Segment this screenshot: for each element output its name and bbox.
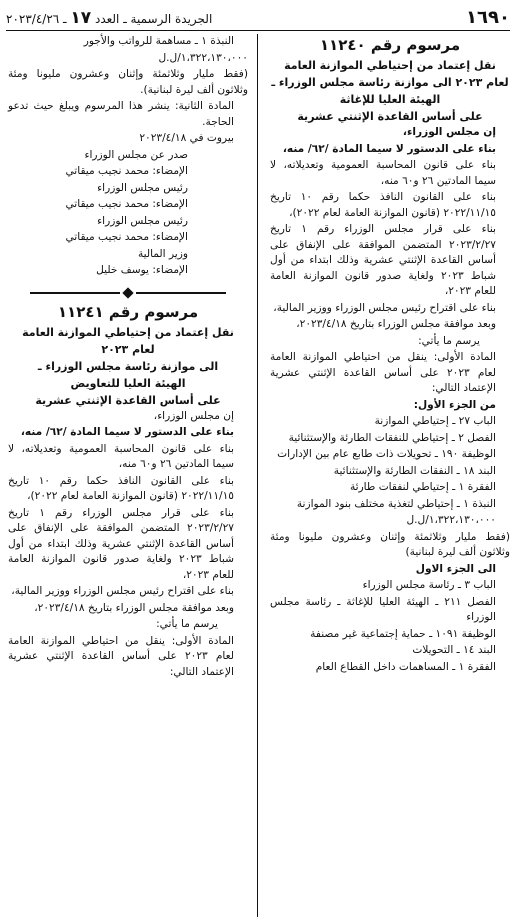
subtitle-line: لعام ٢٠٢٣ [101, 342, 155, 356]
body-line: الباب ٢٧ ـ إحتياطي الموازنة [374, 415, 496, 427]
body-line: بناء على القانون النافذ حكما رقم ١٠ تاريخ ٢٠٢٢/١١/١٥ (قانون الموازنة العامة لعام ٢٠٢٢)، [8, 474, 234, 502]
body-line: إن مجلس الوزراء، [402, 126, 496, 138]
issue-number: ١٧ [70, 8, 92, 28]
body-line: الفقرة ١ ـ المساهمات داخل القطاع العام [315, 660, 496, 673]
body-line: الفصل ٢ ـ إحتياطي للنفقات الطارئة والإستثنائية [288, 431, 496, 444]
body-line: يرسم ما يأتي: [418, 334, 480, 347]
body-line: ١،٣٢٢،١٣٠،٠٠٠/ل.ل [158, 51, 248, 64]
decree-title: مرسوم رقم ١١٢٤٠ [319, 36, 461, 54]
body-line: النبذة ١ ـ مساهمة للرواتب والأجور [83, 35, 234, 47]
body-line: البند ١٤ ـ التحويلات [412, 644, 496, 656]
body-line: الوظيفة ١٠٩١ ـ حماية إجتماعية غير مصنفة [310, 627, 496, 640]
body-line: وبعد موافقة مجلس الوزراء بتاريخ ٢٠٢٣/٤/١٨، [34, 601, 234, 614]
running-head-date: ـ ٢٠٢٣/٤/٢٦ [6, 12, 67, 26]
body-line: الإمضاء: يوسف خليل [96, 264, 188, 276]
body-line: بناء على قرار مجلس الوزراء رقم ١ تاريخ ٢٠٢٣/٢/٢٧ المتضمن الموافقة على الإنفاق على أساس القاعدة الإثنتي عشرية وذلك ابتداء من أول شباط ٢٠٢٣ ولغاية صدور قانون الموازنة العامة للعام ٢٠٢٣، [270, 223, 497, 297]
body-line: بناء على اقتراح رئيس مجلس الوزراء ووزير المالية، [273, 301, 496, 314]
running-head-title: الجريدة الرسمية ـ العدد [94, 12, 213, 26]
section-separator [8, 289, 248, 297]
body-line: يرسم ما يأتي: [156, 618, 218, 630]
body-line: الفصل ٢١١ ـ الهيئة العليا للإغاثة ـ رئاسة مجلس الوزراء [270, 595, 496, 623]
decree-subtitle [270, 57, 510, 125]
body-line: بناء على قانون المحاسبة العمومية وتعديلاته، لا سيما المادتين ٢٦ و٦٠ منه، [270, 159, 496, 187]
body-line: بناء على الدستور لا سيما المادة /٦٢/ منه، [282, 142, 496, 155]
body-line: الفقرة ١ ـ إحتياطي لنفقات طارئة [349, 481, 496, 493]
decree-body-2 [8, 409, 248, 681]
body-line: الإمضاء: محمد نجيب ميقاتي [65, 231, 188, 243]
body-line: المادة الأولى: ينقل من احتياطي الموازنة العامة لعام ٢٠٢٣ على أساس القاعدة الإثنتي عشرية الإعتماد التالي: [8, 634, 234, 678]
body-line: (فقط مليار وثلاثمئة وإثنان وعشرون مليونا ومئة وثلاثون ألف ليرة لبنانية) [270, 530, 510, 558]
subtitle-line: الهيئة العليا للإغاثة [339, 93, 441, 106]
diamond-ornament-icon [122, 287, 133, 298]
body-line: المادة الثانية: ينشر هذا المرسوم ويبلغ حيث تدعو الحاجة. [8, 100, 234, 128]
body-line: الإمضاء: محمد نجيب ميقاتي [65, 165, 188, 177]
left-column [8, 34, 248, 681]
body-line: وبعد موافقة مجلس الوزراء بتاريخ ٢٠٢٣/٤/١٨، [296, 318, 496, 330]
decree-body [270, 125, 510, 675]
subtitle-line: نقل إعتماد من إحتياطي الموازنة العامة [22, 325, 234, 339]
body-line: المادة الأولى: ينقل من احتياطي الموازنة العامة لعام ٢٠٢٣ على أساس القاعدة الإثنتي عشرية الإعتماد التالي: [270, 351, 496, 394]
body-line: رئيس مجلس الوزراء [97, 181, 188, 194]
subtitle-line: على أساس القاعدة الإثنتي عشرية [297, 110, 483, 123]
body-line: بناء على الدستور لا سيما المادة /٦٢/ منه، [20, 426, 234, 438]
body-line: بناء على القانون النافذ حكما رقم ١٠ تاريخ ٢٠٢٢/١١/١٥ (قانون الموازنة العامة لعام ٢٠٢٢)، [270, 191, 496, 219]
right-column [270, 34, 510, 676]
body-line: الباب ٣ ـ رئاسة مجلس الوزراء [362, 579, 496, 591]
subtitle-line: نقل إعتماد من إحتياطي الموازنة العامة [284, 59, 496, 72]
subtitle-line: الى موازنة رئاسة مجلس الوزراء ـ [37, 359, 219, 373]
decree-subtitle-2 [8, 324, 248, 409]
page-number: ١٦٩٠ [466, 7, 510, 28]
body-line: وزير المالية [137, 247, 188, 260]
subtitle-line: لعام ٢٠٢٣ الى موازنة رئاسة مجلس الوزراء ـ [271, 76, 509, 89]
body-line: بناء على قرار مجلس الوزراء رقم ١ تاريخ ٢٠٢٣/٢/٢٧ المتضمن الموافقة على الإنفاق على أساس القاعدة الإثنتي عشرية وذلك ابتداء من أول شباط ٢٠٢٣ ولغاية صدور قانون الموازنة العامة للعام ٢٠٢٣، [8, 506, 235, 581]
body-line: الإمضاء: محمد نجيب ميقاتي [65, 198, 188, 210]
decree-ending [8, 34, 248, 279]
body-line: بناء على قانون المحاسبة العمومية وتعديلاته، لا سيما المادتين ٢٦ و٦٠ منه، [8, 442, 234, 470]
body-line: (فقط مليار وثلاثمئة وإثنان وعشرون مليونا ومئة وثلاثون ألف ليرة لبنانية). [8, 68, 248, 96]
subtitle-line: على أساس القاعدة الإثنتي عشرية [35, 393, 221, 407]
body-line: الوظيفة ١٩٠ ـ تحويلات ذات طابع عام بين الإدارات [277, 448, 496, 460]
body-line: رئيس مجلس الوزراء [97, 214, 188, 227]
column-divider [257, 34, 258, 917]
subtitle-line: الهيئة العليا للتعاويض [70, 376, 186, 390]
decree-title-2: مرسوم رقم ١١٢٤١ [57, 302, 199, 321]
page-header [6, 4, 510, 31]
body-line: البند ١٨ ـ النفقات الطارئة والإستثنائية [333, 464, 496, 477]
running-head [6, 8, 212, 28]
body-line: النبذة ١ ـ إحتياطي لتغذية مختلف بنود الموازنة [296, 497, 496, 510]
body-line: بناء على اقتراح رئيس مجلس الوزراء ووزير المالية، [11, 585, 234, 597]
body-line: ١،٣٢٢،١٣٠،٠٠٠/ل.ل [406, 514, 496, 526]
body-line: الى الجزء الاول [415, 562, 496, 575]
body-line: صدر عن مجلس الوزراء [84, 148, 188, 161]
body-line: من الجزء الأول: [413, 398, 496, 411]
body-line: بيروت في ٢٠٢٣/٤/١٨ [139, 132, 234, 144]
body-line: إن مجلس الوزراء، [153, 409, 234, 422]
